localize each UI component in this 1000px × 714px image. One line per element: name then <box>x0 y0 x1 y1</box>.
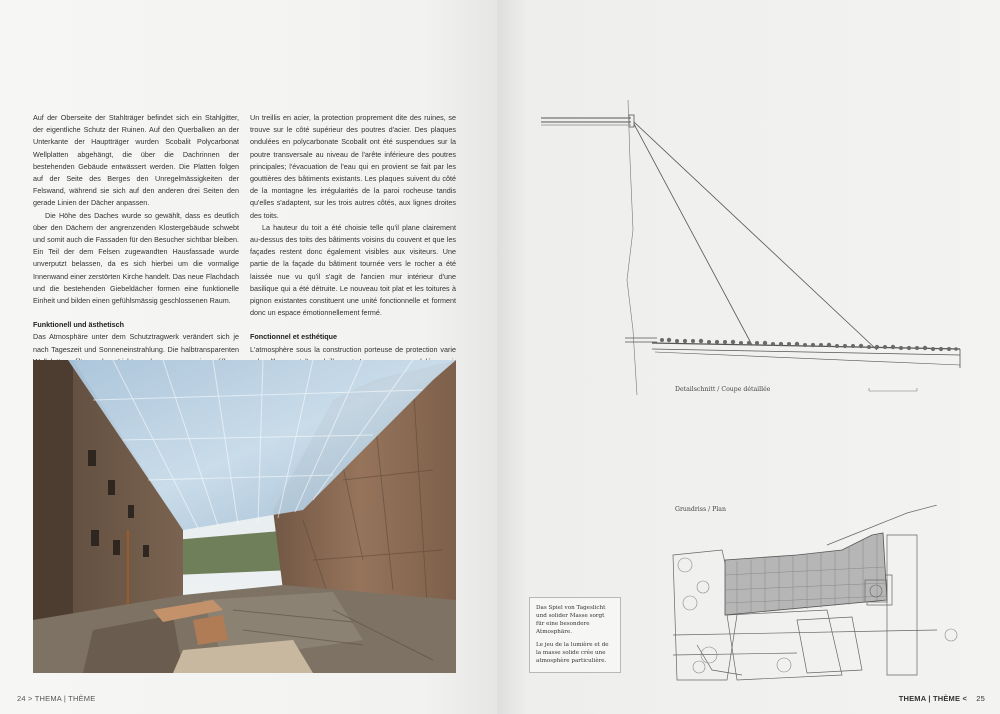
french-heading: Fonctionnel et esthétique <box>250 332 338 342</box>
folio-right <box>899 694 985 703</box>
note-german: Das Spiel von Tageslicht und solider Masse sorgt für eine besondere Atmosphäre. <box>536 605 606 635</box>
ruins-photo <box>33 360 456 673</box>
text-column-french <box>250 112 456 392</box>
plan-label: Grundriss / Plan <box>675 506 726 513</box>
note-french: Le jeu de la lumière et de la masse solide crée une atmosphère particulière. <box>536 642 609 664</box>
german-paragraph-3: Das Atmosphäre unter dem Schutztragwerk verändert sich je nach Tageszeit und Sonneneinstrahlung. Die halbtransparenten <box>33 332 239 354</box>
left-page <box>0 0 497 714</box>
french-paragraph-2: La hauteur du toit a été choisie telle qu'il plane clairement au-dessus des toits des bâtiments voisins du couvent et que les façades restent donc également visibles aux visiteurs. Une partie de la façade du bâtiment tournée vers le rocher a été laissée nue vu qu'il s'agit de l'ancien mur intérieur d'une basilique qui a été détruite. Le nouveau toit plat et les toitures à pignon existantes constituent une unité fonctionnelle et forment donc un espace émotionnellement fermé. <box>250 222 456 318</box>
scale-bar <box>869 388 917 391</box>
ruins-photo-illustration <box>33 360 456 673</box>
german-heading: Funktionell und ästhetisch <box>33 320 125 330</box>
folio-page-number: 25 <box>976 694 985 703</box>
folio-section: THEMA | THÈME < <box>898 694 968 703</box>
french-paragraph-1: Un treillis en acier, la protection proprement dite des ruines, se trouve sur le côté supérieur des poutres d'acier. Des plaques ondulées en polycarbonate Scobalit ont été suspendues sur la poutre transversale au niveau de l'arête inférieure des poutres principales; l'évacuation de l'eau qui en provient se fait par les gouttières des bâtiments existants. Les plaques suivent du côté de la montagne les irrégularités de la paroi rocheuse tandis qu'elles s'adaptent, sur les trois autres côtés, aux lignes droites des toits. <box>250 113 456 220</box>
folio-left: 24 > THEMA | THÈME <box>17 694 96 703</box>
text-column-german <box>33 112 239 380</box>
detail-section-label: Detailschnitt / Coupe détaillée <box>675 386 771 393</box>
german-paragraph-1: Auf der Oberseite der Stahlträger befindet sich ein Stahlgitter, der eigentliche Schutz der Ruinen. Auf den Querbalken an der Unterkante der Hauptträger wurden Scobalit Polycarbonat Wellplatten abgehängt, die über die Dachrinnen der bestehenden Gebäude entwässert werden. Die Platten folgen auf der Seite des Berges den Unregelmässigkeiten der Felswand, während sie sich auf den anderen drei Seiten den gerade Linien der Dächer anpassen. <box>33 113 239 208</box>
german-paragraph-2: Die Höhe des Daches wurde so gewählt, dass es deutlich über den Dächern der angrenzenden Klostergebäude schwebt und somit auch die Fassaden für den Besucher sichtbar bleiben. Ein Teil der dem Felsen zugewandten Hausfassade wurde unverputzt belassen, da es sich hierbei um die vormalige Innenwand einer zerstörten Kirche handelt. Das neue Flachdach und die bestehenden Giebeldächer formen eine funktionelle Einheit und bilden einen gefühlsmässig geschlossenen Raum. <box>33 210 239 306</box>
french-paragraph-3: L'atmosphère sous la construction porteuse de protection varie <box>250 344 456 354</box>
info-note-box <box>529 597 621 673</box>
right-page <box>497 0 1000 714</box>
detail-section-drawing <box>497 0 1000 420</box>
